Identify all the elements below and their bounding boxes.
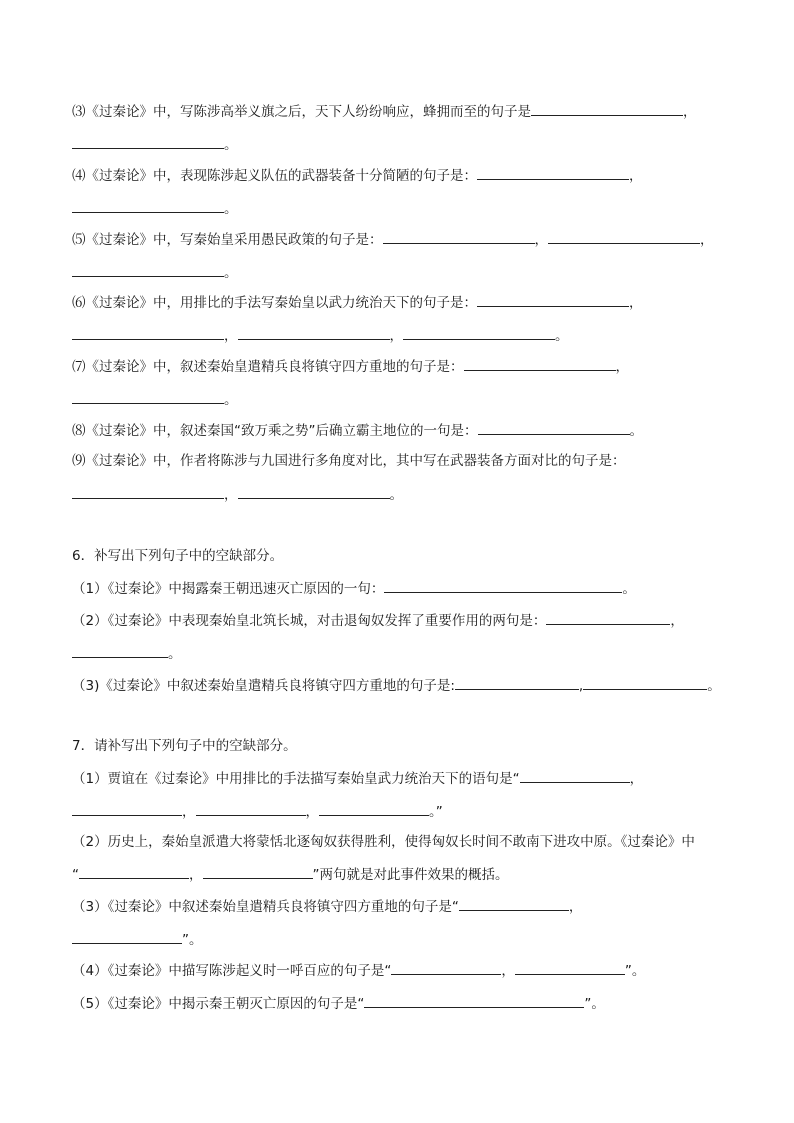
punctuation: ，	[224, 487, 238, 503]
question-text: ⑺《过秦论》中，叙述秦始皇遣精兵良将镇守四方重地的句子是：	[72, 359, 464, 375]
answer-blank[interactable]	[464, 356, 616, 371]
answer-blank[interactable]	[72, 134, 224, 149]
question-text: ”两句就是对此事件效果的概括。	[312, 867, 509, 883]
punctuation: 。	[629, 423, 643, 439]
answer-blank[interactable]	[319, 801, 429, 816]
punctuation: 。	[389, 487, 403, 503]
answer-blank[interactable]	[72, 929, 182, 944]
answer-blank[interactable]	[72, 198, 224, 213]
question-text: ⑹《过秦论》中，用排比的手法写秦始皇以武力统治天下的句子是：	[72, 295, 477, 311]
punctuation: ”。	[584, 996, 605, 1012]
q5-item7-line2	[72, 389, 238, 410]
q5-item6-line2	[72, 325, 569, 346]
q6-item1-line1	[72, 578, 636, 599]
punctuation: ，	[182, 804, 196, 820]
question-text: ⑼《过秦论》中，作者将陈涉与九国进行多角度对比，其中写在武器装备方面对比的句子是：	[72, 453, 626, 469]
question-text: （3)《过秦论》中叙述秦始皇遣精兵良将镇守四方重地的句子是:	[72, 678, 455, 694]
q7-item4-line1	[72, 960, 645, 981]
q5-item6-line1	[72, 292, 643, 313]
answer-blank[interactable]	[79, 864, 189, 879]
question-text: （4）《过秦论》中描写陈涉起义时一呼百应的句子是“	[72, 963, 392, 979]
section-title: 7．请补写出下列句子中的空缺部分。	[72, 738, 297, 754]
answer-blank[interactable]	[72, 643, 168, 658]
answer-blank[interactable]	[72, 325, 224, 340]
punctuation: 。	[224, 265, 238, 281]
punctuation: 。	[224, 392, 238, 408]
answer-blank[interactable]	[477, 165, 629, 180]
answer-blank[interactable]	[364, 993, 584, 1008]
q5-item4-line1	[72, 165, 643, 186]
answer-blank[interactable]	[515, 960, 625, 975]
q7-item2-line2	[72, 864, 509, 885]
answer-blank[interactable]	[546, 610, 670, 625]
punctuation: ，	[534, 232, 548, 248]
punctuation: ，	[629, 295, 643, 311]
punctuation: ，	[568, 899, 583, 915]
punctuation: “	[72, 867, 79, 883]
punctuation: ，	[670, 613, 684, 629]
punctuation: 。	[224, 201, 238, 217]
punctuation: ，	[189, 867, 203, 883]
q7-title	[72, 736, 297, 756]
q5-item8-line1	[72, 420, 643, 441]
answer-blank[interactable]	[459, 896, 569, 911]
answer-blank[interactable]	[391, 960, 501, 975]
punctuation: ，	[629, 168, 643, 184]
punctuation: ”。	[624, 963, 646, 979]
q5-item5-line2	[72, 262, 238, 283]
question-text: ⑶《过秦论》中，写陈涉高举义旗之后，天下人纷纷响应，蜂拥而至的句子是	[72, 104, 531, 120]
answer-blank[interactable]	[72, 484, 224, 499]
q5-item3-line1	[72, 101, 697, 122]
punctuation: ，	[389, 328, 403, 344]
question-text: （3）《过秦论》中叙述秦始皇遣精兵良将镇守四方重地的句子是“	[72, 899, 459, 915]
punctuation: ，	[305, 804, 319, 820]
q7-item3-line1	[72, 896, 582, 917]
q6-item3-line1	[72, 675, 721, 696]
answer-blank[interactable]	[531, 101, 683, 116]
question-text: （1）贾谊在《过秦论》中用排比的手法描写秦始皇武力统治天下的语句是“	[72, 771, 520, 787]
q6-title	[72, 546, 283, 566]
punctuation: ，	[700, 232, 714, 248]
punctuation: ，	[501, 963, 515, 979]
answer-blank[interactable]	[72, 389, 224, 404]
punctuation: ，	[224, 328, 238, 344]
q7-item2-line1	[72, 832, 695, 852]
punctuation: ,	[578, 678, 584, 694]
q6-item2-line2	[72, 643, 182, 664]
answer-blank[interactable]	[403, 325, 555, 340]
q5-item3-line2	[72, 134, 238, 155]
answer-blank[interactable]	[203, 864, 313, 879]
q5-item5-line1	[72, 229, 714, 250]
q7-item1-line2	[72, 801, 443, 822]
answer-blank[interactable]	[583, 675, 707, 690]
question-text: ⑻《过秦论》中，叙述秦国“致万乘之势”后确立霸主地位的一句是：	[72, 423, 478, 439]
punctuation: 。	[224, 137, 238, 153]
punctuation: 。	[707, 678, 721, 694]
answer-blank[interactable]	[384, 578, 622, 593]
punctuation: ，	[629, 771, 644, 787]
q5-item7-line1	[72, 356, 629, 377]
q7-item5-line1	[72, 993, 605, 1014]
answer-blank[interactable]	[72, 262, 224, 277]
q5-item9-line1	[72, 451, 626, 471]
q7-item1-line1	[72, 768, 643, 789]
question-text: ⑷《过秦论》中，表现陈涉起义队伍的武器装备十分简陋的句子是：	[72, 168, 477, 184]
question-text: （2）《过秦论》中表现秦始皇北筑长城，对击退匈奴发挥了重要作用的两句是：	[72, 613, 547, 629]
answer-blank[interactable]	[455, 675, 579, 690]
answer-blank[interactable]	[238, 484, 390, 499]
punctuation: 。	[168, 646, 182, 662]
answer-blank[interactable]	[72, 801, 182, 816]
answer-blank[interactable]	[478, 420, 630, 435]
punctuation: ”。	[182, 932, 203, 948]
punctuation: 。	[622, 581, 636, 597]
question-text: （5）《过秦论》中揭示秦王朝灭亡原因的句子是“	[72, 996, 365, 1012]
punctuation: 。”	[429, 804, 443, 820]
answer-blank[interactable]	[477, 292, 629, 307]
question-text: （1）《过秦论》中揭露秦王朝迅速灭亡原因的一句：	[72, 581, 385, 597]
q5-item9-line2	[72, 484, 403, 505]
q5-item4-line2	[72, 198, 238, 219]
section-title: 6．补写出下列句子中的空缺部分。	[72, 548, 284, 564]
punctuation: ，	[683, 104, 697, 120]
question-text: （2）历史上，秦始皇派遣大将蒙恬北逐匈奴获得胜利，使得匈奴长时间不敢南下进攻中原。《过秦论》中	[72, 834, 695, 850]
answer-blank[interactable]	[520, 768, 630, 783]
answer-blank[interactable]	[196, 801, 306, 816]
q6-item2-line1	[72, 610, 684, 631]
answer-blank[interactable]	[548, 229, 700, 244]
punctuation: 。	[555, 328, 569, 344]
question-text: ⑸《过秦论》中，写秦始皇采用愚民政策的句子是：	[72, 232, 383, 248]
punctuation: ，	[615, 359, 629, 375]
answer-blank[interactable]	[383, 229, 535, 244]
q7-item3-line2	[72, 929, 203, 950]
answer-blank[interactable]	[238, 325, 390, 340]
